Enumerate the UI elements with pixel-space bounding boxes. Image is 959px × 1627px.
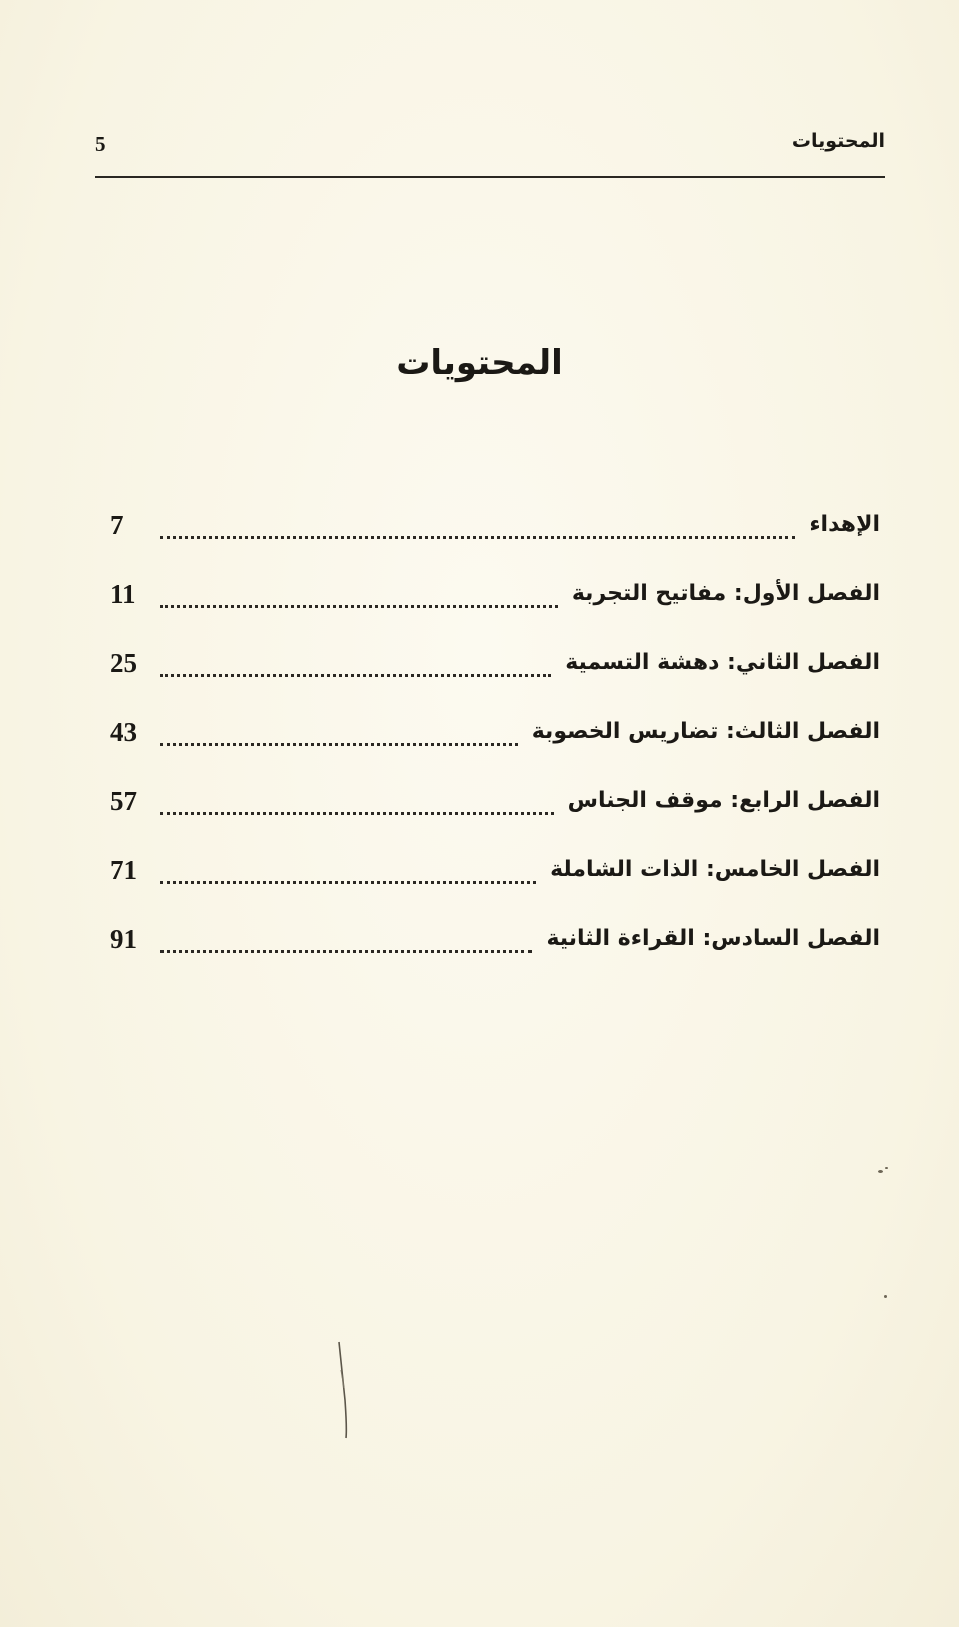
toc-entry-chapter-3[interactable]	[110, 717, 880, 786]
toc-entry-label: الفصل الثالث: تضاريس الخصوبة	[531, 719, 880, 744]
page-title: المحتويات	[396, 343, 563, 383]
dot-leader	[160, 717, 518, 746]
running-header	[95, 128, 885, 178]
toc-entry-label: الفصل الثاني: دهشة التسمية	[565, 650, 880, 675]
header-running-title: المحتويات	[791, 130, 885, 152]
scan-speck	[884, 1295, 887, 1298]
header-page-number: 5	[95, 132, 106, 156]
toc-entry-page: 43	[110, 717, 137, 747]
dot-leader	[160, 855, 536, 884]
scan-scratch	[337, 1340, 349, 1440]
toc-entry-chapter-1[interactable]	[110, 579, 880, 648]
toc-entry-chapter-2[interactable]	[110, 648, 880, 717]
toc-entry-label: الفصل السادس: القراءة الثانية	[546, 926, 880, 951]
dot-leader	[160, 579, 558, 608]
toc-entry-page: 71	[110, 855, 137, 885]
toc-entry-label: الفصل الأول: مفاتيح التجربة	[571, 581, 880, 606]
toc-entry-chapter-6[interactable]	[110, 924, 880, 993]
table-of-contents	[110, 510, 880, 993]
toc-entry-page: 57	[110, 786, 137, 816]
toc-entry-label: الإهداء	[809, 512, 880, 537]
toc-entry-page: 91	[110, 924, 137, 954]
dot-leader	[160, 786, 554, 815]
dot-leader	[160, 510, 795, 539]
toc-entry-page: 25	[110, 648, 137, 678]
toc-entry-page: 11	[110, 579, 136, 609]
toc-entry-page: 7	[110, 510, 124, 540]
dot-leader	[160, 648, 551, 677]
toc-entry-chapter-5[interactable]	[110, 855, 880, 924]
toc-entry-label: الفصل الخامس: الذات الشاملة	[550, 857, 880, 882]
toc-entry-label: الفصل الرابع: موقف الجناس	[567, 788, 880, 813]
scan-speck	[878, 1170, 883, 1173]
toc-entry-dedication[interactable]	[110, 510, 880, 579]
dot-leader	[160, 924, 532, 953]
scan-speck	[885, 1167, 888, 1169]
toc-entry-chapter-4[interactable]	[110, 786, 880, 855]
